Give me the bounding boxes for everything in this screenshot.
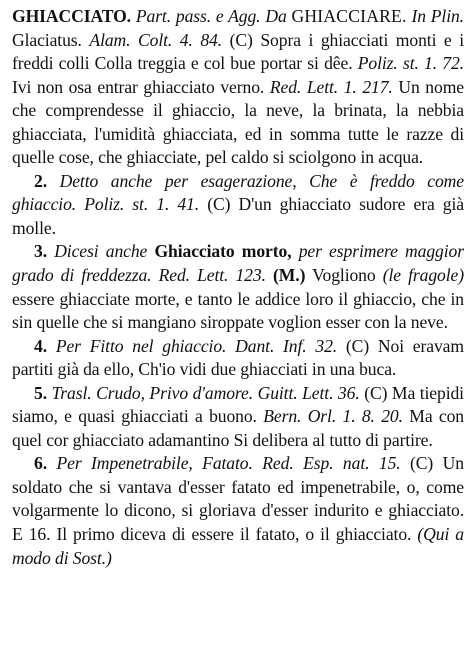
sense-definition: per esprimere maggior grado di freddezza. <box>12 241 464 286</box>
sense-definition: Dicesi anche <box>54 241 148 262</box>
quotation: Un soldato che si vantava d'esser fatato ed impenetrabile, o, come volgarmente lo dicono, si gloriava d'esser indurito e ghiacciato. <box>12 453 464 521</box>
source-marker: (C) <box>364 382 388 403</box>
quotation: essere ghiacciate morte, e tanto le addice loro il ghiaccio, che in sin quelle che si mangiano siroppate voglion esser con la neve. <box>12 288 464 333</box>
citation: Poliz. st. 1. 41. <box>84 194 200 215</box>
citation: Poliz. st. 1. 72. <box>357 53 464 74</box>
headword: GHIACCIATO. <box>12 6 131 26</box>
quotation: Ma tiepidi siamo, e quasi ghiacciati a buono. <box>12 382 464 427</box>
editorial-note: (le fragole) <box>382 265 464 286</box>
sense-definition: Per Impenetrabile, Fatato. <box>56 453 253 474</box>
source-marker: (M.) <box>273 265 306 286</box>
derived-from: GHIACCIARE. <box>291 6 407 26</box>
sense-5 <box>12 382 464 453</box>
sense-4 <box>12 335 464 382</box>
part-of-speech: Part. pass. e Agg. Da <box>135 6 287 26</box>
citation: Bern. Orl. 1. 8. 20. <box>263 406 403 427</box>
citation: Guitt. Lett. 36. <box>257 382 360 403</box>
sense-number: 4. <box>34 335 47 356</box>
sense-number: 2. <box>34 170 47 191</box>
quotation: Il primo diceva di essere il fatato, o il ghiacciato. <box>56 524 412 545</box>
citation: Dant. Inf. 32. <box>235 335 338 356</box>
sense-number: 3. <box>34 241 47 262</box>
source-marker: (C) <box>229 29 253 50</box>
quotation: D'un ghiacciato sudore era già molle. <box>12 194 464 238</box>
quotation: Un nome che comprendesse il ghiaccio, la neve, la brinata, la nebbia ghiacciata, l'umidità ghiacciata, ed in somma tutte le razze di quelle cose, che ghiacciate, pel caldo si sciolgono in acqua. <box>12 76 464 168</box>
sense-3 <box>12 240 464 334</box>
sense-6 <box>12 452 464 570</box>
citation: Red. Lett. 1. 217. <box>269 76 393 97</box>
citation: Red. Lett. 123. <box>158 265 266 286</box>
editorial-note: (Qui a modo di Sost.) <box>12 524 464 568</box>
sense-number: 6. <box>34 453 47 474</box>
quotation: Ivi non osa entrar ghiacciato verno. <box>12 76 265 97</box>
latin-label: In Plin. <box>411 6 464 26</box>
sense-definition: Per Fitto nel ghiaccio. <box>55 335 227 356</box>
quotation: Vogliono <box>312 265 376 286</box>
source-marker: (C) <box>345 335 370 356</box>
entry-ghiacciato <box>12 5 464 170</box>
citation: Red. Esp. nat. 15. <box>262 453 401 474</box>
sense-definition: Detto anche per esagerazione, Che è freddo come ghiaccio. <box>12 170 464 215</box>
source-marker: (C) <box>207 194 231 215</box>
sub-headword: Ghiacciato morto, <box>154 241 292 262</box>
quotation: Ma con quel cor ghiacciato adamantino Si delibera al tutto di partire. <box>12 406 464 450</box>
quotation: Sopra i ghiacciati monti e i freddi colli Colla treggia e col bue portar si dêe. <box>12 29 464 74</box>
quotation: Noi eravam partiti già da ello, Ch'io vidi due ghiacciati in una buca. <box>12 335 464 380</box>
sense-number: 5. <box>34 382 47 403</box>
citation: Alam. Colt. 4. 84. <box>89 29 223 50</box>
source-marker: (C) <box>410 453 434 474</box>
citation: E 16. <box>12 524 51 545</box>
sense-2 <box>12 170 464 241</box>
latin-term: Glaciatus. <box>12 29 82 50</box>
sense-definition: Trasl. Crudo, Privo d'amore. <box>51 382 254 403</box>
